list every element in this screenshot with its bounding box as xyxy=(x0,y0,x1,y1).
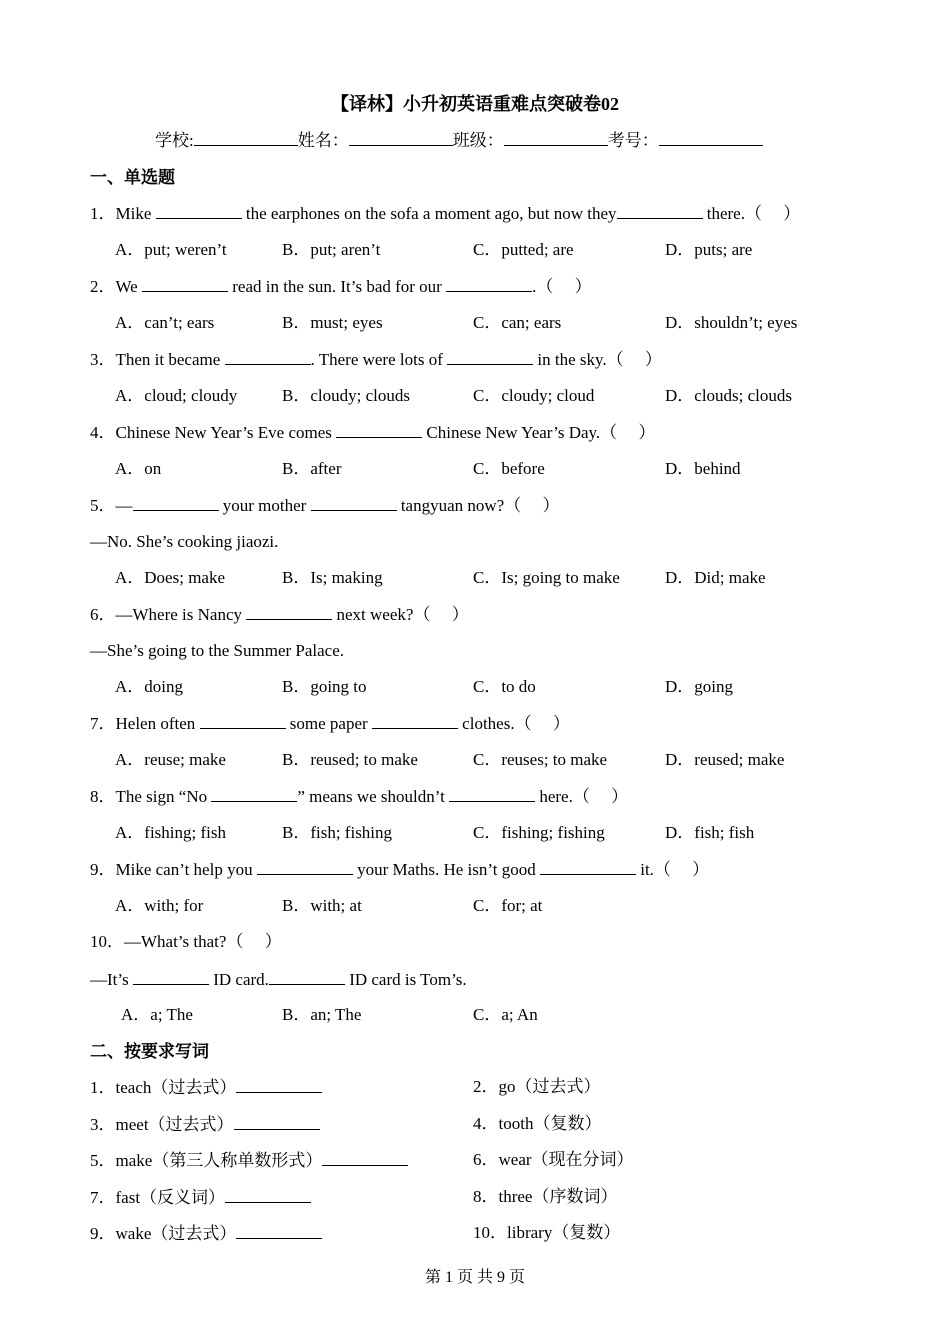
option[interactable]: A．a; The xyxy=(121,1005,193,1024)
word-item: 1．teach（过去式） xyxy=(90,1077,322,1098)
option[interactable]: A．reuse; make xyxy=(115,750,226,769)
question-stem: 5．— your mother tangyuan now?（ ） xyxy=(90,496,560,515)
answer-blank[interactable] xyxy=(257,859,353,875)
dialogue-answer: —It’s ID card. ID card is Tom’s. xyxy=(90,970,467,989)
answer-blank[interactable] xyxy=(322,1150,408,1166)
option[interactable]: C．putted; are xyxy=(473,240,574,259)
question-stem: 10．—What’s that?（ ） xyxy=(90,932,282,951)
option[interactable]: C．can; ears xyxy=(473,313,562,332)
class-label: 班级： xyxy=(452,131,504,150)
option[interactable]: C．a; An xyxy=(473,1005,538,1024)
word-item: 2．go（过去式） xyxy=(473,1077,601,1096)
option[interactable]: B．after xyxy=(282,459,342,478)
school-label: 学校: xyxy=(155,131,194,150)
answer-blank[interactable] xyxy=(225,1187,311,1203)
dialogue-answer: —She’s going to the Summer Palace. xyxy=(90,641,345,660)
name-label: 姓名： xyxy=(297,131,349,150)
option[interactable]: D．going xyxy=(665,677,733,696)
answer-blank[interactable] xyxy=(269,969,345,985)
answer-blank[interactable] xyxy=(540,859,636,875)
option[interactable]: A．on xyxy=(115,459,162,478)
answer-blank[interactable] xyxy=(142,276,228,292)
option[interactable]: A．put; weren’t xyxy=(115,240,227,259)
option[interactable]: D．behind xyxy=(665,459,741,478)
option[interactable]: C．Is; going to make xyxy=(473,568,620,587)
section-heading: 一、单选题 xyxy=(90,168,175,187)
page-footer: 第 1 页 共 9 页 xyxy=(424,1269,525,1286)
option[interactable]: D．reused; make xyxy=(665,750,785,769)
option[interactable]: A．can’t; ears xyxy=(115,313,215,332)
word-item: 7．fast（反义词） xyxy=(90,1187,311,1208)
option[interactable]: C．reuses; to make xyxy=(473,750,608,769)
page-title: 【译林】小升初英语重难点突破卷02 xyxy=(331,94,619,114)
option[interactable]: A．with; for xyxy=(115,896,204,915)
answer-blank[interactable] xyxy=(617,203,703,219)
answer-blank[interactable] xyxy=(133,969,209,985)
option[interactable]: C．to do xyxy=(473,677,536,696)
answer-blank[interactable] xyxy=(200,713,286,729)
word-item: 8．three（序数词） xyxy=(473,1187,618,1206)
section-heading: 二、按要求写词 xyxy=(90,1042,209,1061)
question-stem: 3．Then it became . There were lots of in the sky.（ ） xyxy=(90,350,662,369)
option[interactable]: D．fish; fish xyxy=(665,823,755,842)
answer-blank[interactable] xyxy=(447,349,533,365)
options-row xyxy=(0,750,950,770)
options-row xyxy=(0,896,950,916)
options-row xyxy=(0,677,950,697)
word-item: 4．tooth（复数） xyxy=(473,1114,602,1133)
option[interactable]: A．doing xyxy=(115,677,183,696)
student-info-line xyxy=(155,131,763,151)
word-item: 9．wake（过去式） xyxy=(90,1223,322,1244)
answer-blank[interactable] xyxy=(449,786,535,802)
options-row xyxy=(0,568,950,588)
answer-blank[interactable] xyxy=(236,1223,322,1239)
option[interactable]: B．going to xyxy=(282,677,367,696)
option[interactable]: B．reused; to make xyxy=(282,750,418,769)
option[interactable]: B．an; The xyxy=(282,1005,362,1024)
word-item: 10．library（复数） xyxy=(473,1223,621,1242)
question-stem: 1．Mike the earphones on the sofa a moment ago, but now they there.（ ） xyxy=(90,204,801,223)
option[interactable]: D．puts; are xyxy=(665,240,753,259)
class-blank[interactable] xyxy=(504,131,608,146)
answer-blank[interactable] xyxy=(225,349,311,365)
answer-blank[interactable] xyxy=(372,713,458,729)
answer-blank[interactable] xyxy=(311,495,397,511)
word-item: 5．make（第三人称单数形式） xyxy=(90,1150,408,1171)
option[interactable]: D．clouds; clouds xyxy=(665,386,793,405)
option[interactable]: A．cloud; cloudy xyxy=(115,386,238,405)
option[interactable]: B．put; aren’t xyxy=(282,240,381,259)
option[interactable]: C．cloudy; cloud xyxy=(473,386,595,405)
question-stem: 8．The sign “No ” means we shouldn’t here.（ ） xyxy=(90,787,629,806)
answer-blank[interactable] xyxy=(133,495,219,511)
answer-blank[interactable] xyxy=(336,422,422,438)
option[interactable]: C．before xyxy=(473,459,545,478)
word-item: 6．wear（现在分词） xyxy=(473,1150,634,1169)
exam-no-blank[interactable] xyxy=(659,131,763,146)
option[interactable]: A．fishing; fish xyxy=(115,823,226,842)
options-row xyxy=(0,459,950,479)
dialogue-answer: —No. She’s cooking jiaozi. xyxy=(90,532,279,551)
option[interactable]: C．for; at xyxy=(473,896,543,915)
option[interactable]: A．Does; make xyxy=(115,568,226,587)
options-row xyxy=(0,386,950,406)
question-stem: 9．Mike can’t help you your Maths. He isn’t good it.（ ） xyxy=(90,860,710,879)
option[interactable]: B．Is; making xyxy=(282,568,383,587)
answer-blank[interactable] xyxy=(211,786,297,802)
question-stem: 2．We read in the sun. It’s bad for our .（ ） xyxy=(90,277,592,296)
options-row xyxy=(0,1005,950,1025)
answer-blank[interactable] xyxy=(446,276,532,292)
word-item: 3．meet（过去式） xyxy=(90,1114,320,1135)
answer-blank[interactable] xyxy=(246,604,332,620)
option[interactable]: B．with; at xyxy=(282,896,362,915)
option[interactable]: B．must; eyes xyxy=(282,313,383,332)
answer-blank[interactable] xyxy=(156,203,242,219)
exam-no-label: 考号： xyxy=(607,131,659,150)
option[interactable]: C．fishing; fishing xyxy=(473,823,605,842)
option[interactable]: B．fish; fishing xyxy=(282,823,393,842)
options-row xyxy=(0,823,950,843)
school-blank[interactable] xyxy=(194,131,298,146)
question-stem: 7．Helen often some paper clothes.（ ） xyxy=(90,714,570,733)
option[interactable]: B．cloudy; clouds xyxy=(282,386,410,405)
answer-blank[interactable] xyxy=(234,1114,320,1130)
option[interactable]: D．Did; make xyxy=(665,568,766,587)
answer-blank[interactable] xyxy=(236,1077,322,1093)
question-stem: 6．—Where is Nancy next week?（ ） xyxy=(90,605,469,624)
option[interactable]: D．shouldn’t; eyes xyxy=(665,313,798,332)
options-row xyxy=(0,240,950,260)
options-row xyxy=(0,313,950,333)
question-stem: 4．Chinese New Year’s Eve comes Chinese New Year’s Day.（ ） xyxy=(90,423,656,442)
name-blank[interactable] xyxy=(349,131,453,146)
